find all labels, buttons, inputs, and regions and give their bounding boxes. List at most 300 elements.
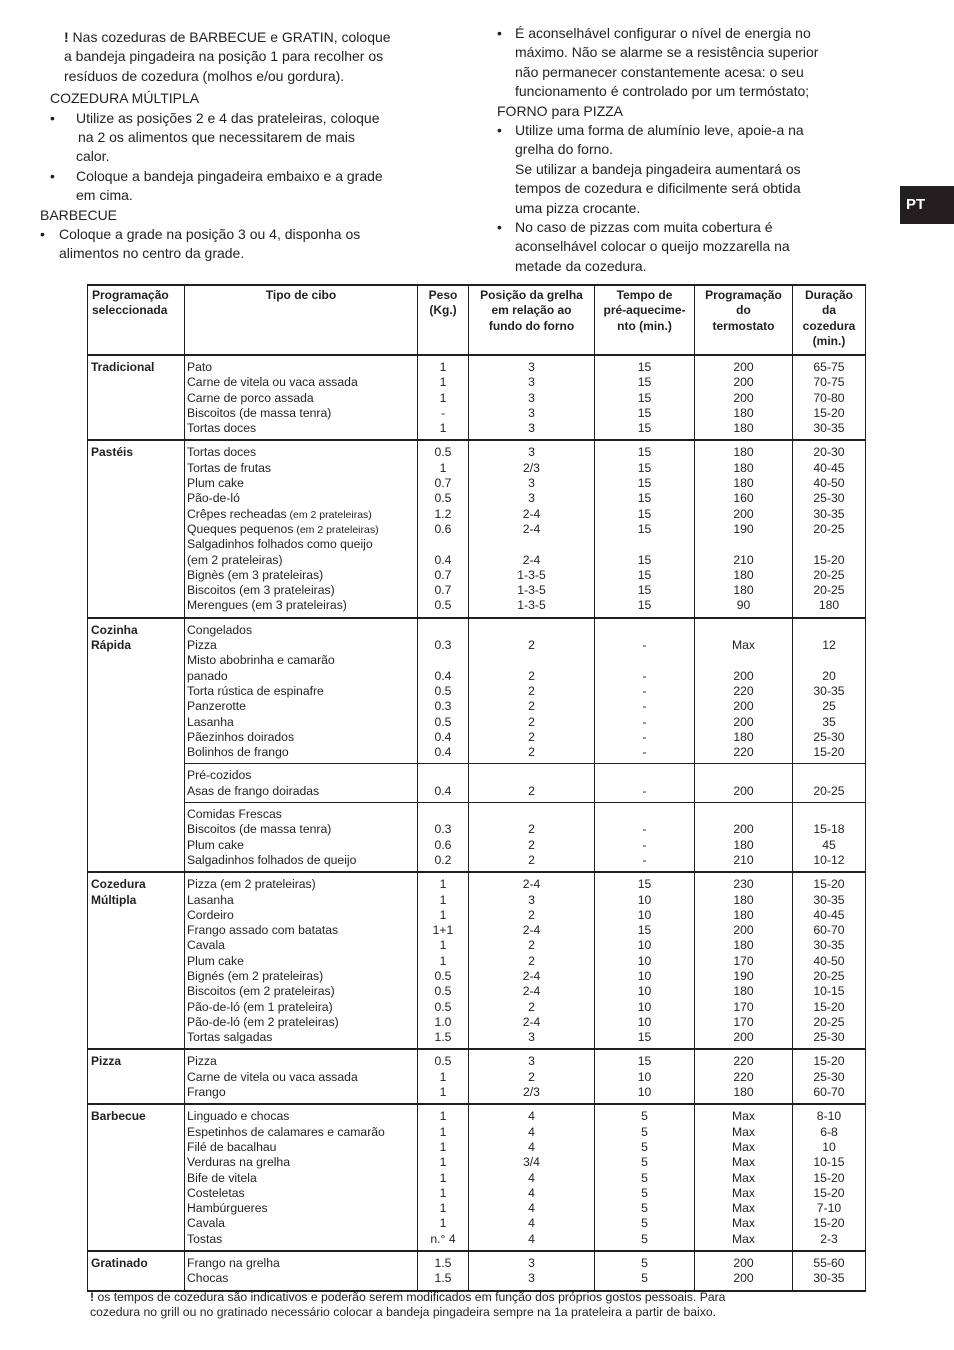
food-item — [187, 984, 417, 999]
shelf-value: 4 — [528, 1109, 535, 1124]
weight-value: 1 — [439, 1201, 447, 1216]
shelf-value: 3 — [528, 892, 535, 907]
thermo-cell — [695, 803, 793, 873]
food-item — [187, 768, 417, 783]
shelf-value: 2-4 — [522, 877, 541, 892]
footnote-line-1: os tempos de cozedura são indicativos e poderão serem modificados em função dos próprios gostos pessoais. Para — [94, 1290, 726, 1304]
weight-value: 1.5 — [434, 1030, 452, 1045]
food-name: Costeletas — [187, 1185, 245, 1200]
weight-value: 0.5 — [434, 714, 452, 729]
food-item — [187, 923, 417, 938]
language-tab: PT — [900, 186, 954, 224]
food-name: Biscoitos (em 2 prateleiras) — [187, 984, 335, 999]
shelf-value: 3 — [528, 1256, 535, 1271]
preheat-value: 5 — [641, 1109, 648, 1124]
program-label: Cozedura — [91, 877, 146, 892]
thermo-value: 230 — [733, 877, 754, 892]
food-item — [187, 1140, 417, 1155]
food-item — [187, 1186, 417, 1201]
header-text: Duração — [804, 288, 854, 302]
food-item — [187, 653, 417, 668]
food-item — [187, 1232, 417, 1247]
duration-value: 15-20 — [813, 877, 845, 892]
food-name: Torta rústica de espinafre — [187, 683, 324, 698]
thermo-value: 180 — [733, 907, 754, 922]
shelf-value: 2/3 — [523, 1085, 540, 1100]
weight-value: 1 — [439, 1124, 447, 1139]
duration-value: 40-50 — [813, 476, 845, 491]
program-label: Barbecue — [91, 1109, 146, 1124]
preheat-value — [595, 807, 694, 822]
food-name: Tortas salgadas — [187, 1030, 273, 1045]
thermo-value: 180 — [733, 421, 754, 436]
header-text: Programação — [92, 288, 169, 302]
header-text: (Kg.) — [429, 303, 457, 318]
shelf-value: 2-4 — [522, 923, 541, 938]
preheat-value: 10 — [637, 953, 652, 968]
food-cell — [185, 440, 418, 617]
thermo-value: Max — [731, 1124, 756, 1139]
preheat-value — [595, 623, 694, 638]
duration-cell — [793, 872, 866, 1049]
thermo-value — [695, 653, 792, 668]
food-name: Lasanha — [187, 714, 234, 729]
program-label: Tradicional — [91, 360, 155, 374]
weight-value: 0.5 — [434, 968, 452, 983]
program-cell — [88, 1104, 185, 1251]
preheat-value: - — [642, 729, 647, 744]
thermo-value: Max — [731, 1201, 756, 1216]
thermo-value — [695, 623, 792, 638]
food-item — [187, 1000, 417, 1015]
thermo-value: 180 — [733, 583, 754, 598]
preheat-value: - — [642, 852, 647, 867]
thermo-value: 180 — [733, 1085, 754, 1100]
duration-value — [793, 807, 865, 822]
shelf-value: 2-4 — [522, 506, 541, 521]
preheat-value: 5 — [641, 1216, 648, 1231]
food-item — [187, 375, 417, 390]
thermo-cell — [695, 440, 793, 617]
thermo-value: 190 — [733, 968, 754, 983]
table-body — [88, 355, 866, 1291]
thermo-value: 170 — [733, 999, 754, 1014]
food-name: Cavala — [187, 1216, 225, 1231]
shelf-value: 3 — [528, 476, 535, 491]
thermo-cell — [695, 1104, 793, 1251]
program-label: Múltipla — [91, 892, 137, 907]
preheat-value: - — [642, 745, 647, 760]
cooking-table — [87, 284, 866, 1292]
shelf-value: 2 — [528, 938, 535, 953]
food-item — [187, 1109, 417, 1124]
preheat-value: 5 — [641, 1139, 648, 1154]
duration-value: 20-25 — [813, 968, 845, 983]
food-name: Tortas de frutas — [187, 460, 271, 475]
multi-bullet-2: • Coloque a bandeja pingadeira embaixo e a grade em cima. — [50, 167, 440, 206]
program-label: Cozinha — [91, 622, 138, 637]
duration-value: 20-25 — [813, 567, 845, 582]
food-name: Plum cake — [187, 837, 244, 852]
shelf-cell — [469, 355, 595, 440]
header-cell — [793, 285, 866, 355]
shelf-value: 2-4 — [522, 984, 541, 999]
shelf-value: 2 — [528, 638, 535, 653]
table-row — [88, 803, 866, 873]
shelf-value — [469, 623, 594, 638]
duration-value: 25-30 — [813, 491, 845, 506]
weight-value: 1 — [439, 1139, 447, 1154]
pizza-bullet-2: • No caso de pizzas com muita cobertura é aconselhável colocar o queijo mozzarella na metade da cozedura. — [497, 218, 873, 276]
preheat-value: - — [642, 683, 647, 698]
shelf-value: 2 — [528, 822, 535, 837]
food-item — [187, 853, 417, 868]
food-item — [187, 822, 417, 837]
thermo-cell — [695, 355, 793, 440]
thermo-value: 220 — [733, 683, 754, 698]
header-text: nto (min.) — [617, 318, 672, 333]
food-item — [187, 638, 417, 653]
preheat-value: - — [642, 783, 647, 798]
duration-value: 15-20 — [813, 1054, 845, 1069]
weight-value: 1 — [439, 1085, 447, 1100]
duration-cell — [793, 440, 866, 617]
note-exclamation: ! — [64, 29, 69, 45]
food-cell — [185, 1049, 418, 1104]
food-name: Linguado e chocas — [187, 1109, 290, 1124]
weight-value: 0.7 — [434, 567, 452, 582]
food-item — [187, 421, 417, 436]
shelf-value: 2 — [528, 999, 535, 1014]
preheat-value: 10 — [637, 968, 652, 983]
duration-value: 20-25 — [813, 1014, 845, 1029]
duration-value: 20-25 — [813, 583, 845, 598]
shelf-value: 2/3 — [523, 460, 540, 475]
weight-value: 0.6 — [434, 837, 452, 852]
duration-cell — [793, 764, 866, 803]
food-item — [187, 568, 417, 583]
weight-value: 0.7 — [434, 583, 452, 598]
food-item — [187, 745, 417, 760]
shelf-value: 2 — [528, 953, 535, 968]
duration-value: 30-35 — [813, 421, 845, 436]
shelf-cell — [469, 618, 595, 764]
thermo-value: 200 — [733, 375, 754, 390]
weight-value: 0.5 — [434, 445, 452, 460]
food-name: Hambúrgueres — [187, 1201, 268, 1216]
weight-value: 1 — [439, 1170, 447, 1185]
food-name: Biscoitos (em 3 prateleiras) — [187, 583, 335, 598]
thermo-value: 170 — [733, 1014, 754, 1029]
header-text: Tipo de cibo — [265, 288, 337, 302]
thermo-value: Max — [731, 1109, 756, 1124]
shelf-value: 2 — [528, 683, 535, 698]
thermo-cell — [695, 1251, 793, 1291]
preheat-cell — [595, 803, 695, 873]
thermo-value: 200 — [733, 1271, 754, 1286]
preheat-value: 15 — [637, 1030, 652, 1045]
thermo-value: Max — [731, 1155, 756, 1170]
duration-value: 15-20 — [813, 1185, 845, 1200]
food-name: Pizza — [187, 1054, 217, 1069]
program-cell — [88, 1251, 185, 1291]
duration-value: 25-30 — [813, 1030, 845, 1045]
preheat-value: 15 — [637, 506, 652, 521]
preheat-value: 15 — [637, 567, 652, 582]
duration-cell — [793, 803, 866, 873]
thermo-value: 180 — [733, 938, 754, 953]
food-name: Pão-de-ló (em 2 prateleiras) — [187, 1014, 339, 1029]
food-item — [187, 391, 417, 406]
duration-value: 180 — [818, 598, 840, 613]
thermo-value: 180 — [733, 984, 754, 999]
header-cell — [469, 285, 595, 355]
food-name: Misto abobrinha e camarão — [187, 653, 335, 668]
thermo-value: Max — [731, 1185, 756, 1200]
preheat-value: 5 — [641, 1124, 648, 1139]
weight-value: 1 — [439, 953, 447, 968]
shelf-value: 4 — [528, 1231, 535, 1246]
food-item — [187, 1216, 417, 1231]
weight-value — [418, 623, 468, 638]
thermo-value: Max — [731, 1231, 756, 1246]
food-name: Cavala — [187, 938, 225, 953]
thermo-value — [695, 768, 792, 783]
duration-value: 12 — [822, 638, 836, 653]
food-item — [187, 1155, 417, 1170]
multi-bullet-1: • Utilize as posições 2 e 4 das prateleiras, coloque na 2 os alimentos que necessitarem de mais calor. — [50, 109, 440, 167]
footnote — [90, 1290, 850, 1321]
shelf-value: 3/4 — [523, 1155, 540, 1170]
thermo-value: 200 — [733, 714, 754, 729]
preheat-value — [595, 537, 694, 552]
duration-cell — [793, 1251, 866, 1291]
shelf-value: 3 — [528, 375, 535, 390]
program-cell — [88, 803, 185, 873]
header-text: Peso — [428, 288, 458, 302]
duration-value: 15-20 — [813, 1216, 845, 1231]
duration-value: 30-35 — [813, 1271, 845, 1286]
right-column — [497, 24, 873, 276]
thermo-value: 180 — [733, 445, 754, 460]
food-item — [187, 507, 417, 522]
shelf-value: 3 — [528, 1271, 535, 1286]
energy-bullet: • É aconselhável configurar o nível de energia no máximo. Não se alarme se a resistência superior não permanecer constantemente acesa: o seu funcionamento é controlado por um termóstato; — [497, 24, 873, 102]
program-label: Rápida — [91, 638, 132, 653]
duration-value: 40-50 — [813, 953, 845, 968]
table-row — [88, 1251, 866, 1291]
shelf-cell — [469, 440, 595, 617]
thermo-value: Max — [731, 1170, 756, 1185]
food-cell — [185, 872, 418, 1049]
thermo-value: 200 — [733, 668, 754, 683]
shelf-value: 2 — [528, 699, 535, 714]
weight-cell — [418, 1251, 469, 1291]
preheat-value: 5 — [641, 1271, 648, 1286]
food-note: (em 2 prateleiras) — [293, 523, 379, 536]
duration-value: 30-35 — [813, 938, 845, 953]
shelf-value: 2 — [528, 837, 535, 852]
table-row — [88, 618, 866, 764]
program-cell — [88, 872, 185, 1049]
food-item — [187, 598, 417, 613]
duration-value: 60-70 — [813, 1085, 845, 1100]
header-cell — [695, 285, 793, 355]
thermo-value: 220 — [733, 1069, 754, 1084]
preheat-value: 15 — [637, 598, 652, 613]
shelf-value: 4 — [528, 1185, 535, 1200]
weight-value: 1 — [439, 390, 447, 405]
weight-value: 1.2 — [434, 506, 452, 521]
preheat-value: 15 — [637, 583, 652, 598]
preheat-value: 10 — [637, 892, 652, 907]
preheat-value: - — [642, 822, 647, 837]
pizza-oven-heading: FORNO para PIZZA — [497, 102, 624, 119]
duration-value: 40-45 — [813, 460, 845, 475]
preheat-cell — [595, 440, 695, 617]
header-text: pré-aquecime- — [603, 303, 686, 318]
duration-value: 15-20 — [813, 999, 845, 1014]
header-text: da — [821, 303, 836, 318]
food-item — [187, 406, 417, 421]
program-cell — [88, 764, 185, 803]
preheat-value: 15 — [637, 405, 652, 420]
food-name: Frango assado com batatas — [187, 923, 339, 938]
food-name: Queques pequenos — [187, 521, 294, 536]
weight-value: 1 — [439, 460, 447, 475]
footnote-exclamation: ! — [90, 1290, 95, 1304]
barbecue-heading: BARBECUE — [40, 206, 118, 223]
shelf-value: 2 — [528, 852, 535, 867]
shelf-value: 3 — [528, 1054, 535, 1069]
food-cell — [185, 618, 418, 764]
food-item — [187, 730, 417, 745]
weight-value: 0.4 — [434, 552, 452, 567]
duration-value: 60-70 — [813, 923, 845, 938]
food-item — [187, 1256, 417, 1271]
weight-value: 1 — [439, 907, 447, 922]
shelf-value: 2 — [528, 714, 535, 729]
thermo-cell — [695, 618, 793, 764]
table-row — [88, 1104, 866, 1251]
shelf-cell — [469, 1104, 595, 1251]
preheat-value: - — [642, 638, 647, 653]
shelf-value — [469, 807, 594, 822]
thermo-value: 200 — [733, 390, 754, 405]
food-item — [187, 908, 417, 923]
duration-value: 20-30 — [813, 445, 845, 460]
food-name: Bolinhos de frango — [187, 745, 289, 760]
food-name: (em 2 prateleiras) — [187, 552, 283, 567]
food-item — [187, 893, 417, 908]
food-item — [187, 1030, 417, 1045]
shelf-cell — [469, 764, 595, 803]
duration-value: 20 — [822, 668, 836, 683]
shelf-value: 3 — [528, 390, 535, 405]
preheat-value: 10 — [637, 1069, 652, 1084]
food-name: Carne de porco assada — [187, 390, 314, 405]
food-name: Verduras na grelha — [187, 1155, 290, 1170]
header-cell — [595, 285, 695, 355]
preheat-value: 10 — [637, 1014, 652, 1029]
thermo-value: 200 — [733, 506, 754, 521]
thermo-value: 200 — [733, 1030, 754, 1045]
food-item — [187, 537, 417, 552]
food-cell — [185, 764, 418, 803]
food-name: Bife de vitela — [187, 1170, 257, 1185]
duration-value: 15-20 — [813, 1170, 845, 1185]
duration-value: 35 — [822, 714, 836, 729]
shelf-value: 2-4 — [522, 1014, 541, 1029]
duration-value: 8-10 — [816, 1109, 842, 1124]
thermo-value: Max — [731, 638, 756, 653]
weight-value: 0.4 — [434, 729, 452, 744]
food-cell — [185, 1104, 418, 1251]
food-name: Lasanha — [187, 892, 234, 907]
food-item — [187, 553, 417, 568]
shelf-value: 2-4 — [522, 968, 541, 983]
food-item — [187, 360, 417, 375]
shelf-value: 1-3-5 — [517, 567, 546, 582]
food-item — [187, 838, 417, 853]
shelf-value — [469, 537, 594, 552]
preheat-cell — [595, 618, 695, 764]
duration-value — [793, 653, 865, 668]
header-text: em relação ao — [491, 303, 572, 318]
preheat-value: - — [642, 699, 647, 714]
food-name: Congelados — [187, 622, 253, 637]
food-item — [187, 1054, 417, 1069]
weight-value: 1 — [439, 1216, 447, 1231]
thermo-value: 200 — [733, 923, 754, 938]
duration-value: 2-3 — [820, 1231, 838, 1246]
food-item — [187, 1171, 417, 1186]
preheat-value: 10 — [637, 907, 652, 922]
header-text: termostato — [712, 318, 775, 333]
preheat-value: - — [642, 837, 647, 852]
weight-value: 0.5 — [434, 491, 452, 506]
weight-value: 1.0 — [434, 1014, 452, 1029]
duration-value: 10-15 — [813, 984, 845, 999]
header-text: (min.) — [812, 333, 846, 348]
weight-value: 1 — [439, 1109, 447, 1124]
food-item — [187, 969, 417, 984]
header-text: Programação — [705, 288, 782, 302]
food-name: Pão-de-ló — [187, 491, 240, 506]
duration-value — [793, 537, 865, 552]
thermo-value: 220 — [733, 1054, 754, 1069]
thermo-value: 200 — [733, 1256, 754, 1271]
weight-cell — [418, 440, 469, 617]
food-item — [187, 807, 417, 822]
duration-value: 7-10 — [816, 1201, 842, 1216]
thermo-value: 160 — [733, 491, 754, 506]
weight-value: 1 — [439, 1185, 447, 1200]
food-name: Frango na grelha — [187, 1256, 280, 1271]
duration-cell — [793, 618, 866, 764]
thermo-value: 200 — [733, 360, 754, 374]
thermo-value: 210 — [733, 552, 754, 567]
preheat-value — [595, 653, 694, 668]
preheat-value: 15 — [637, 460, 652, 475]
duration-value: 25-30 — [813, 1069, 845, 1084]
weight-cell — [418, 803, 469, 873]
food-item — [187, 1070, 417, 1085]
program-label: Gratinado — [91, 1256, 148, 1271]
food-item — [187, 784, 417, 799]
program-cell — [88, 355, 185, 440]
food-item — [187, 1201, 417, 1216]
